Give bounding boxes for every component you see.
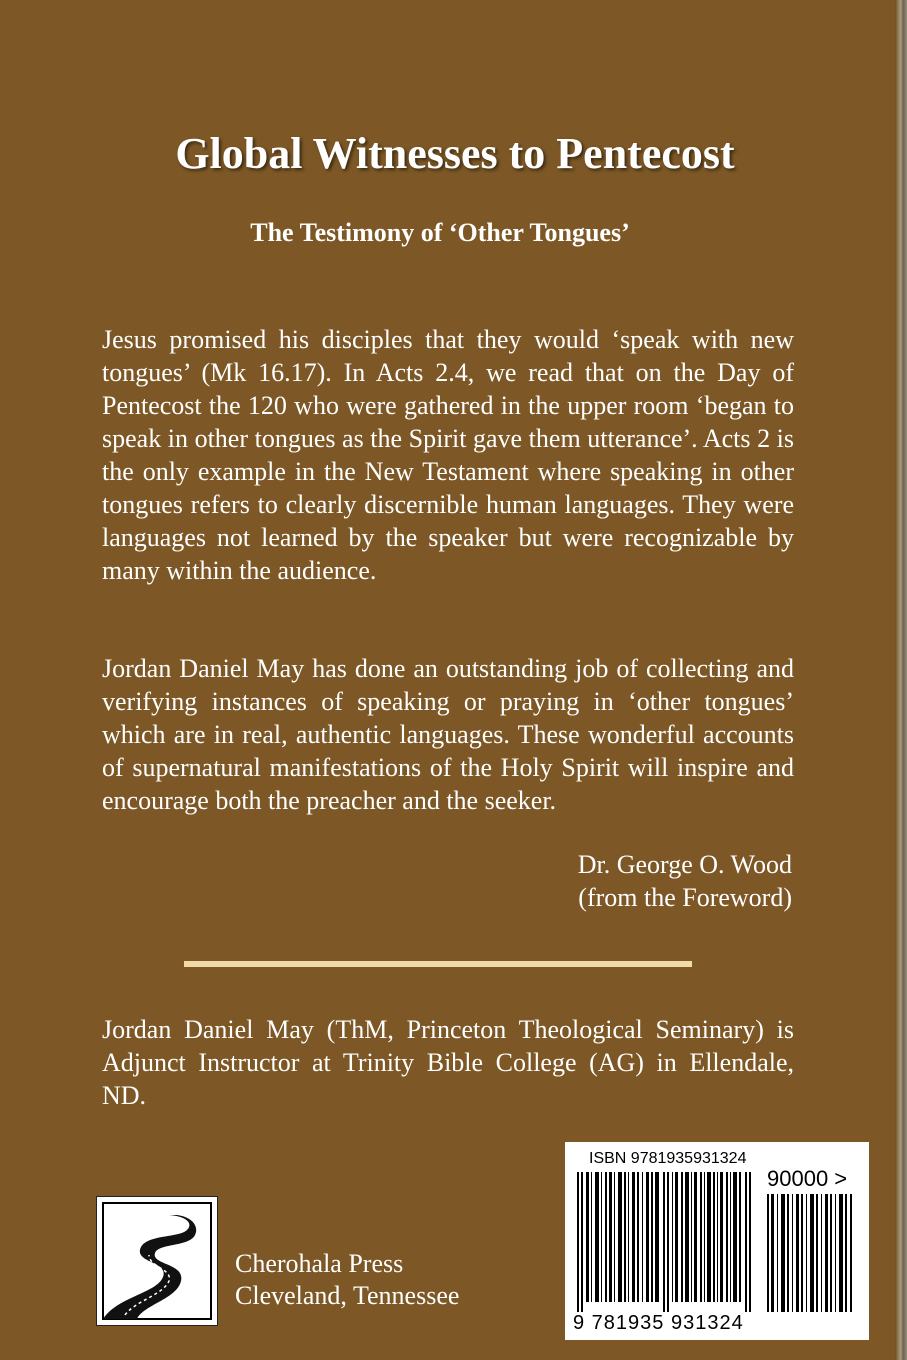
author-bio: Jordan Daniel May (ThM, Princeton Theological Seminary) is Adjunct Instructor at Trinity Bible College (AG) in Ellendale, ND. xyxy=(102,1015,794,1110)
publisher-location: Cleveland, Tennessee xyxy=(235,1281,460,1310)
isbn-label: ISBN 9781935931324 xyxy=(589,1150,747,1167)
blurb-paragraph-1: Jesus promised his disciples that they would ‘speak with new tongues’ (Mk 16.17). In Acts 2.4, we read that on the Day of Pentecost the 120 who were gathered in the upper room ‘began to speak in other tongues as the Spirit gave them utterance’. Acts 2 is the only example in the New Testament where speaking in other tongues refers to clearly discernible human languages. They were languages not learned by the speaker but were recognizable by many within the audience. xyxy=(102,325,794,585)
price-code: 90000 > xyxy=(767,1166,848,1191)
publisher-logo-graphic xyxy=(97,1197,217,1325)
section-divider xyxy=(184,961,692,967)
barcode-digits: 9 781935 931324 xyxy=(573,1312,744,1334)
winding-road-icon xyxy=(96,1196,218,1326)
endorser-source: (from the Foreword) xyxy=(578,883,792,912)
book-subtitle: The Testimony of ‘Other Tongues’ xyxy=(250,218,630,247)
isbn-barcode xyxy=(565,1142,869,1340)
publisher-name: Cherohala Press xyxy=(235,1249,404,1278)
addon-barcode-bars xyxy=(765,1194,855,1312)
blurb-paragraph-2: Jordan Daniel May has done an outstanding job of collecting and verifying instances of speaking or praying in ‘other tongues’ which are in real, authentic languages. These wonderful accounts of supernatural manifestations of the Holy Spirit will inspire and encourage both the preacher and the seeker. xyxy=(102,654,794,815)
endorser-name: Dr. George O. Wood xyxy=(577,850,792,879)
spine-edge-strip xyxy=(895,0,907,1360)
main-barcode-bars xyxy=(575,1172,760,1312)
book-title: Global Witnesses to Pentecost xyxy=(175,129,735,178)
